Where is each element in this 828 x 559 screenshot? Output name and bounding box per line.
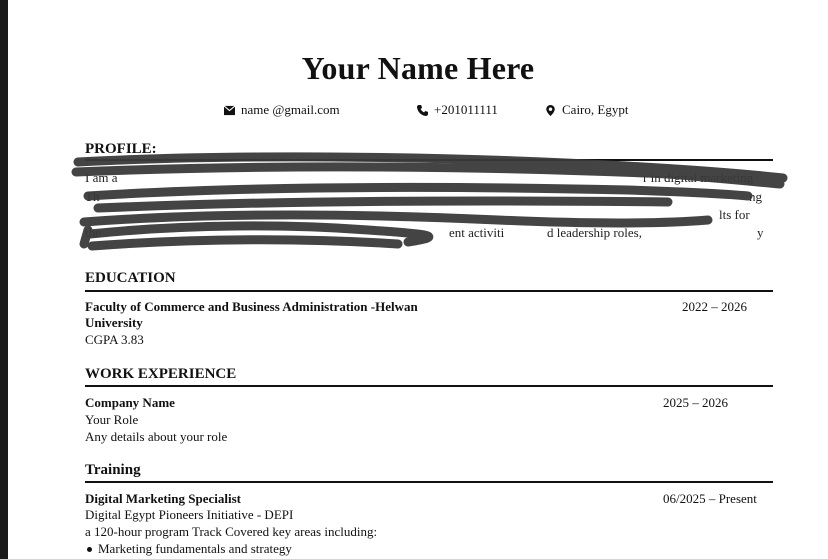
company-name: Company Name	[85, 395, 175, 410]
bullet-dot	[87, 547, 92, 552]
profile-heading: PROFILE:	[85, 141, 157, 157]
education-rule	[85, 290, 773, 292]
school-name-line1: Faculty of Commerce and Business Administration -Helwan	[85, 299, 418, 314]
training-rule	[85, 481, 773, 483]
location-pin-icon	[545, 105, 556, 116]
phone-icon	[417, 105, 428, 116]
resume-page: Your Name Here name @gmail.com +201011111 Cairo, Egypt PROFILE: I am a r in digital marketing Th ng lts for the ent activiti d leadership roles, y EDUCATION Faculty of Commerce and Business Administration -Helwan University CGPA 3.83 2022 – 2026 WORK EXPERIENCE Company Name Your Role Any details about your role 2025 – 2026 Training Digital Marketing Specialist Digital Egypt Pioneers Initiative - DEPI a 120-hour program Track Covered key areas including: Marketing fundamentals and strategy 06/2025 – Present	[8, 0, 828, 559]
redaction-scribble	[68, 150, 798, 260]
window-edge	[0, 0, 8, 559]
contact-location	[545, 102, 628, 118]
work-rule	[85, 385, 773, 387]
full-name: Your Name Here	[301, 50, 535, 86]
training-description: a 120-hour program Track Covered key areas including:	[85, 524, 378, 539]
training-position: Digital Marketing Specialist	[85, 491, 241, 506]
work-details: Any details about your role	[85, 429, 228, 444]
training-heading: Training	[85, 462, 141, 478]
training-bullet: Marketing fundamentals and strategy	[85, 541, 292, 557]
work-role: Your Role	[85, 412, 139, 427]
contact-phone	[417, 102, 498, 118]
training-org: Digital Egypt Pioneers Initiative - DEPI	[85, 507, 294, 522]
education-dates: 2022 – 2026	[682, 299, 747, 314]
work-dates: 2025 – 2026	[663, 395, 728, 410]
envelope-icon	[224, 105, 235, 116]
gpa: CGPA 3.83	[85, 332, 144, 347]
school-name-line2: University	[85, 315, 143, 330]
phone-text: +201011111	[434, 102, 498, 117]
location-text: Cairo, Egypt	[562, 102, 629, 117]
email-text: name @gmail.com	[241, 102, 340, 117]
training-dates: 06/2025 – Present	[663, 491, 757, 506]
education-heading: EDUCATION	[85, 270, 176, 286]
work-heading: WORK EXPERIENCE	[85, 366, 237, 382]
contact-email	[224, 102, 340, 118]
